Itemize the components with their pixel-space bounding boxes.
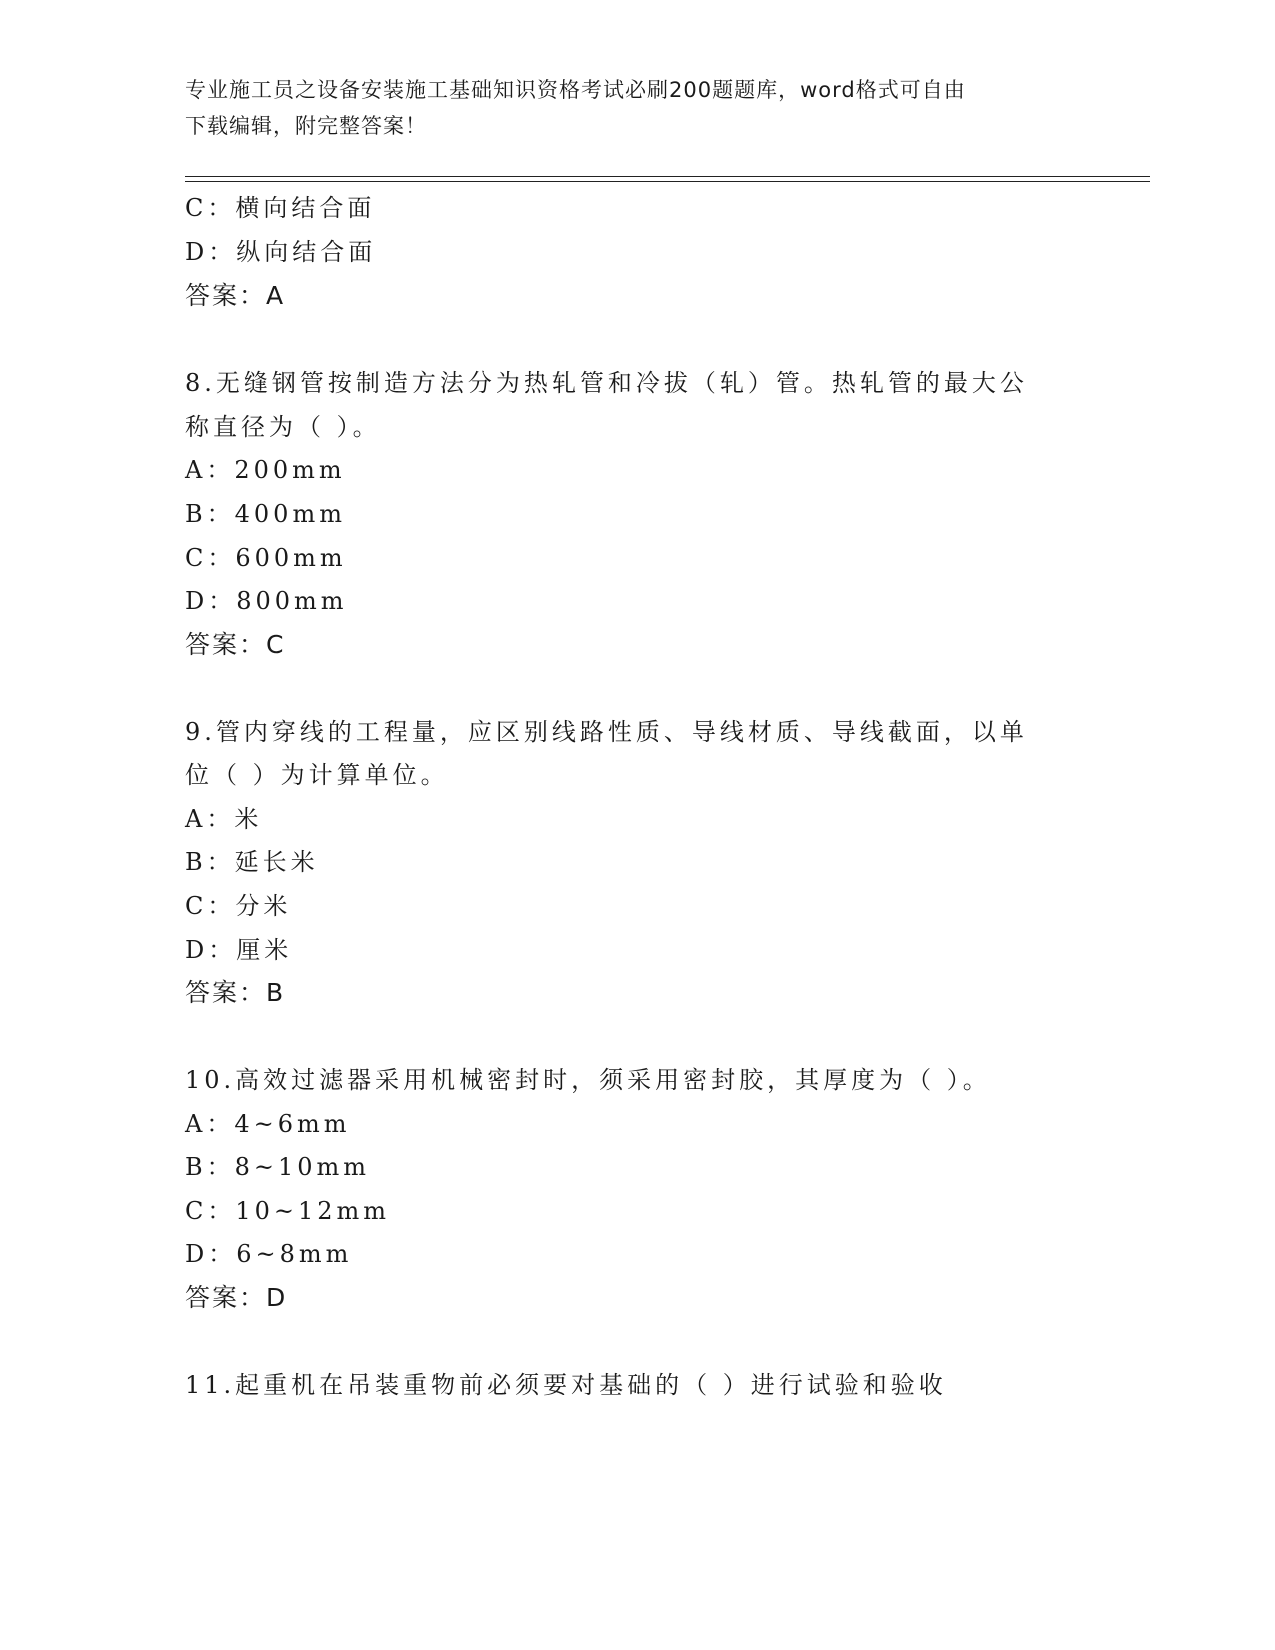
- q10-stem-line-1: 10.高效过滤器采用机械密封时，须采用密封胶，其厚度为（ ）。: [185, 1066, 991, 1094]
- q10-option-b: B：8~10mm: [185, 1153, 371, 1181]
- q10-option-c: C：10~12mm: [185, 1197, 391, 1225]
- q8-stem-line-1: 8.无缝钢管按制造方法分为热轧管和冷拔（轧）管。热轧管的最大公: [185, 369, 1028, 397]
- q7-answer: 答案：A: [185, 281, 286, 310]
- header-rule-bottom: [185, 181, 1150, 182]
- q9-option-d: D：厘米: [185, 936, 293, 964]
- q8-answer: 答案：C: [185, 630, 286, 659]
- q8-option-b: B：400mm: [185, 500, 346, 528]
- document-header: [185, 72, 1065, 144]
- q7-option-c: C：横向结合面: [185, 194, 376, 222]
- q7-option-d: D：纵向结合面: [185, 238, 377, 266]
- q10-option-d: D：6~8mm: [185, 1240, 353, 1268]
- q9-stem-line-2: 位（ ）为计算单位。: [185, 761, 449, 789]
- q9-option-b: B：延长米: [185, 848, 319, 876]
- q8-option-a: A：200mm: [185, 456, 346, 484]
- header-line-2: 下载编辑，附完整答案！: [185, 114, 427, 138]
- q9-stem-line-1: 9.管内穿线的工程量，应区别线路性质、导线材质、导线截面，以单: [185, 718, 1028, 746]
- q10-answer: 答案：D: [185, 1283, 288, 1312]
- q8-option-d: D：800mm: [185, 587, 348, 615]
- header-rule-top: [185, 176, 1150, 177]
- q9-option-a: A：米: [185, 805, 263, 833]
- q8-stem-line-2: 称直径为（ ）。: [185, 413, 381, 441]
- q10-option-a: A：4~6mm: [185, 1110, 351, 1138]
- header-line-1: 专业施工员之设备安装施工基础知识资格考试必刷200题题库，word格式可自由: [185, 78, 966, 102]
- q9-option-c: C：分米: [185, 892, 292, 920]
- q9-answer: 答案：B: [185, 978, 286, 1007]
- q11-stem-line-1: 11.起重机在吊装重物前必须要对基础的（ ）进行试验和验收: [185, 1371, 947, 1399]
- q8-option-c: C：600mm: [185, 544, 347, 572]
